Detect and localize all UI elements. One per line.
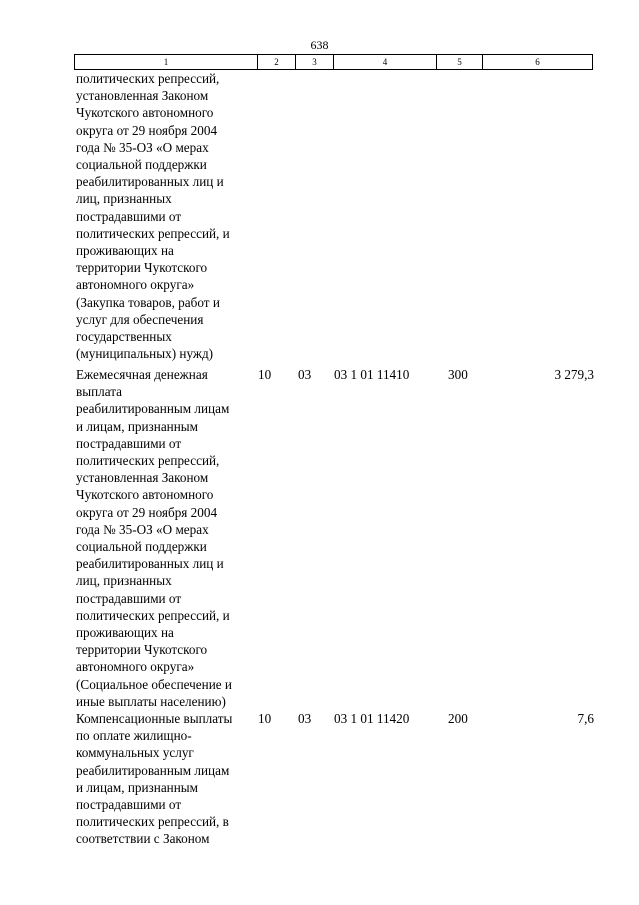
row-vr: 300 xyxy=(448,367,468,382)
row-sum: 7,6 xyxy=(577,711,594,726)
row-sum: 3 279,3 xyxy=(554,367,594,382)
row-rz: 10 xyxy=(258,367,272,382)
row-vr: 200 xyxy=(448,711,468,726)
table-header xyxy=(74,54,593,70)
header-col-6: 6 xyxy=(535,57,540,67)
header-col-3: 3 xyxy=(312,57,317,67)
row-name: Компенсационные выплаты по оплате жилищно- коммунальных услуг реабилитированным лицам и лицам, признанным пострадавшими от политических репрессий, в соответствии с Законом xyxy=(76,711,233,847)
header-col-4: 4 xyxy=(382,57,388,67)
header-col-5: 5 xyxy=(457,57,462,67)
row-csr: 03 1 01 11420 xyxy=(334,711,410,726)
header-col-2: 2 xyxy=(274,57,279,67)
page-number: 638 xyxy=(310,38,329,52)
row-name: Ежемесячная денежная выплата реабилитированным лицам и лицам, признанным пострадавшими от политических репрессий, установленная Законом Чукотского автономного округа от 29 ноября 2004 года № 35-ОЗ «О мерах социальной поддержки реабилитированных лиц и лиц, признанных пострадавшими от политических репрессий, и проживающих на территории Чукотского автономного округа» (Социальное обеспечение и иные выплаты населению) xyxy=(76,367,232,709)
row-csr: 03 1 01 11410 xyxy=(334,367,410,382)
row-rz: 10 xyxy=(258,711,272,726)
row-name: политических репрессий, установленная Законом Чукотского автономного округа от 29 ноября 2004 года № 35-ОЗ «О мерах социальной поддержки реабилитированных лиц и лиц, признанных пострадавшими от политических репрессий, и проживающих на территории Чукотского автономного округа» (Закупка товаров, работ и услуг для обеспечения государственных (муниципальных) нужд) xyxy=(76,71,230,362)
row-pr: 03 xyxy=(298,711,312,726)
header-col-1: 1 xyxy=(163,57,169,67)
row-pr: 03 xyxy=(298,367,312,382)
